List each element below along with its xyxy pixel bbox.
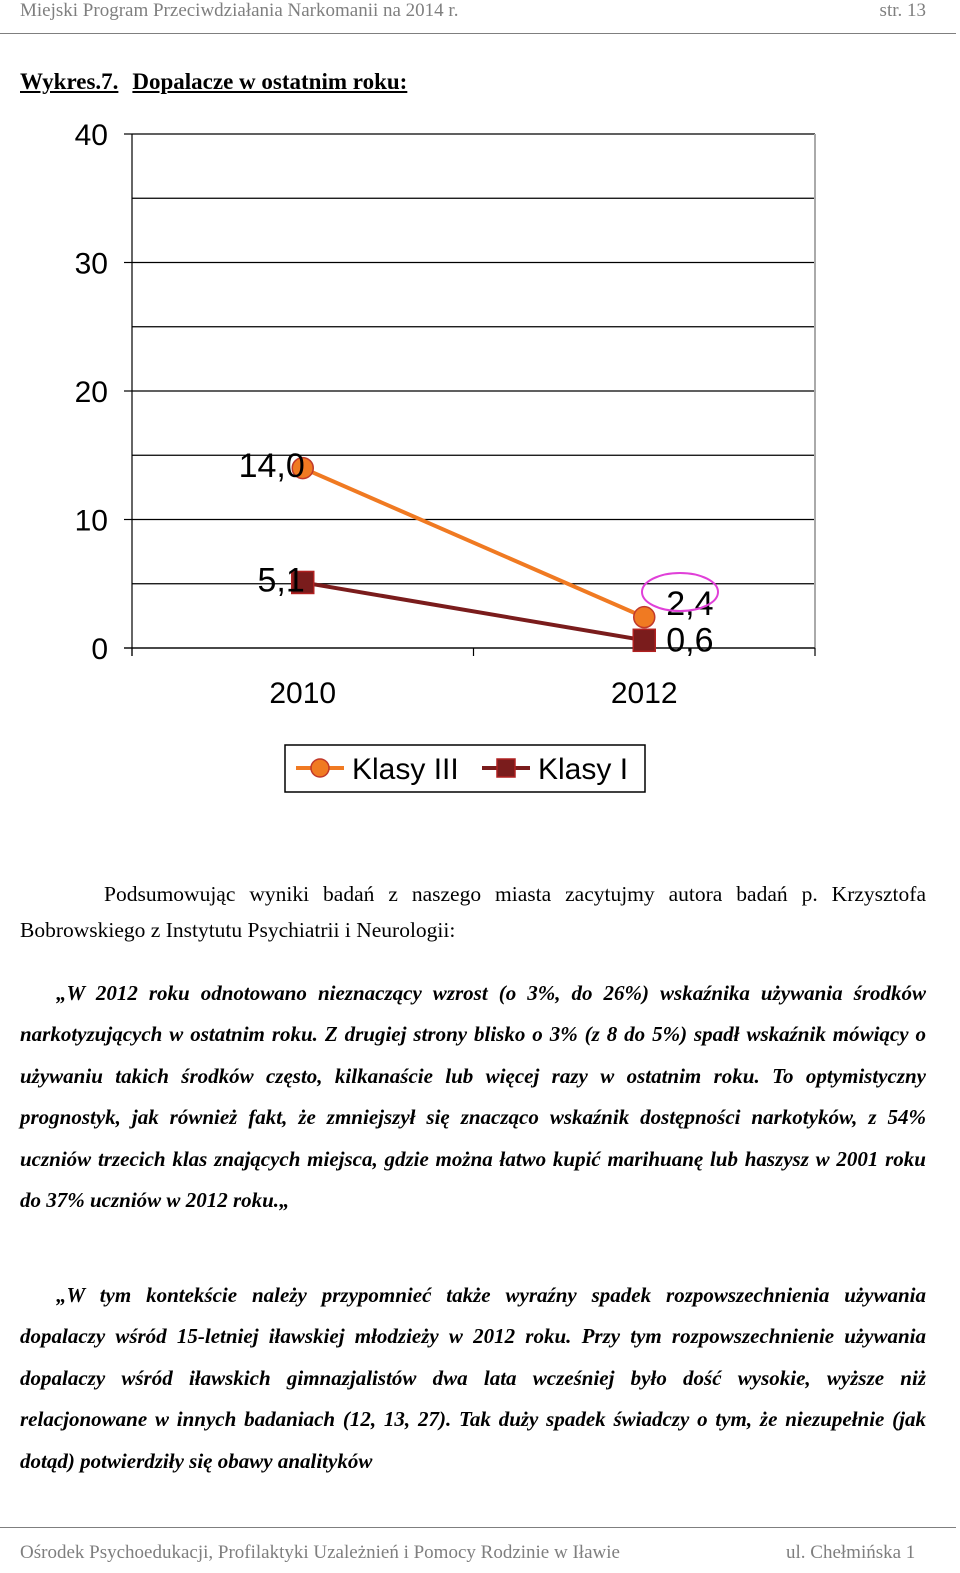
legend-label-0: Klasy III: [352, 753, 459, 786]
chart-series: [292, 458, 656, 652]
chart-axes: [124, 134, 815, 656]
y-tick-label: 0: [91, 633, 108, 666]
data-label: 2,4: [666, 585, 714, 624]
chart-caption: [20, 69, 407, 95]
y-tick-label: 20: [74, 376, 108, 409]
y-tick-label: 10: [74, 504, 108, 538]
data-label: 0,6: [666, 621, 714, 660]
series-point-square: [633, 629, 655, 651]
page-footer: [0, 1527, 956, 1563]
quote-paragraph-2: „W tym kontekście należy przypomnieć także wyraźny spadek rozpowszechnienia używania dopalaczy wśród 15-letniej iławskiej młodzieży w 2012 roku. Przy tym rozpowszechnienie używania dopalaczy wśród iławskich gimnazjalistów dwa lata wcześniej było dość wysokie, wyższe niż relacjonowane w innych badaniach (12, 13, 27). Tak duży spadek świadczy o tym, że niezupełnie (jak dotąd) potwierdziły się obawy analityków: [20, 1283, 926, 1473]
line-chart: [0, 100, 960, 820]
page-header: [0, 0, 956, 34]
y-tick-labels: [75, 119, 108, 666]
y-tick-label: 30: [74, 247, 108, 281]
y-tick-label: 40: [74, 119, 108, 152]
quote-paragraph-1: „W 2012 roku odnotowano nieznaczący wzrost (o 3%, do 26%) wskaźnika używania środków narkotyzujących w ostatnim roku. Z drugiej strony blisko o 3% (z 8 do 5%) spadł wskaźnik mówiący o używaniu takich środków często, kilkanaście lub więcej razy w ostatnim roku. To optymistyczny prognostyk, jak również fakt, że zmniejszył się znacząco wskaźnik dostępności narkotyków, z 54% uczniów trzecich klas znających miejsca, gdzie można łatwo kupić marihuanę lub haszysz w 2001 roku do 37% uczniów w 2012 roku.„: [20, 981, 926, 1213]
series-line-0: [303, 468, 645, 617]
data-label: 5,1: [257, 561, 305, 600]
caption-title: Dopalacze w ostatnim roku:: [132, 69, 408, 94]
chart-grid: [132, 134, 815, 648]
series-line-1: [303, 582, 645, 640]
series-point-circle: [634, 607, 655, 628]
footer-organization: Ośrodek Psychoedukacji, Profilaktyki Uzależnień i Pomocy Rodzinie w Iławie: [20, 1542, 620, 1563]
x-tick-label: 2010: [269, 677, 337, 710]
chart-legend: [285, 745, 645, 792]
footer-address: ul. Chełmińska 1: [786, 1542, 916, 1563]
x-tick-label: 2012: [610, 677, 678, 710]
legend-marker-circle: [311, 759, 329, 777]
x-tick-labels: [269, 677, 677, 710]
legend-marker-square: [497, 759, 515, 777]
page-number: str. 13: [879, 0, 926, 21]
header-title: Miejski Program Przeciwdziałania Narkomanii na 2014 r.: [20, 0, 459, 21]
legend-label-1: Klasy I: [538, 753, 629, 786]
intro-paragraph: Podsumowując wyniki badań z naszego miasta zacytujmy autora badań p. Krzysztofa Bobrowskiego z Instytutu Psychiatrii i Neurologii:: [20, 882, 926, 942]
caption-label: Wykres.7.: [20, 69, 119, 94]
data-label: 14,0: [238, 447, 305, 486]
